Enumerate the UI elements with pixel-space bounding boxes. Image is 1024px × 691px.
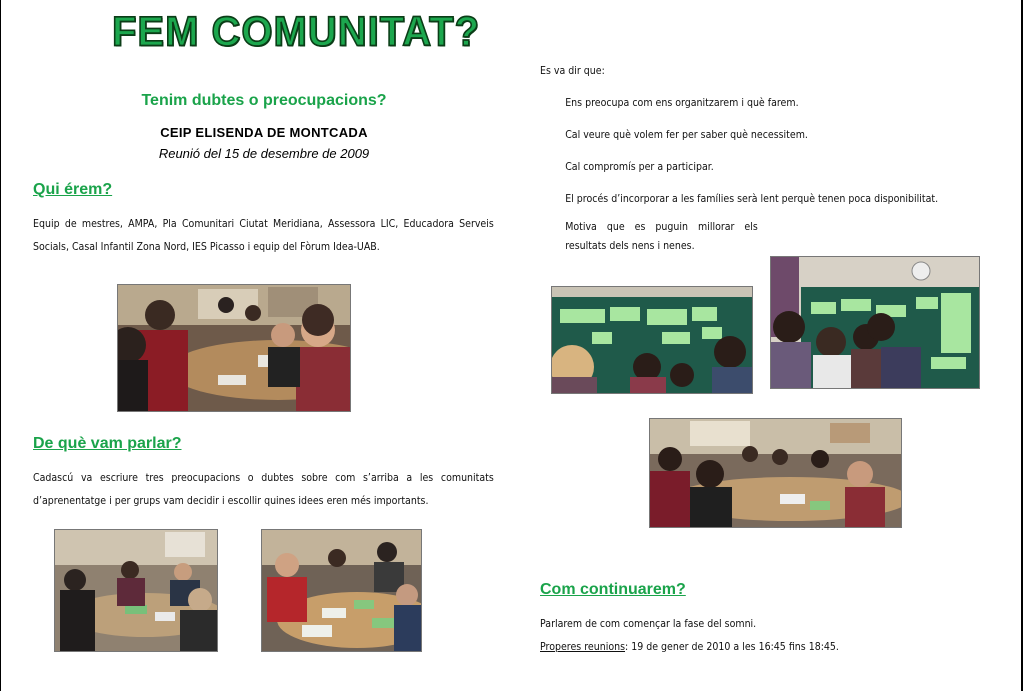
- meeting-photo-1: [117, 284, 351, 412]
- meeting-date: [0, 146, 528, 161]
- section-who-heading: Qui érem?: [33, 181, 113, 198]
- group-photo-2: [261, 529, 422, 652]
- concern-item: Cal compromís per a participar.: [565, 161, 714, 173]
- section-what-line-2: d’aprenentatge i per grups vam decidir i escollir quines idees eren més importants.: [33, 495, 429, 507]
- section-what-text: [33, 467, 494, 513]
- board-photo-1: [551, 286, 753, 394]
- right-text-block: [540, 60, 972, 258]
- next-meetings-label: Properes reunions: [540, 641, 626, 653]
- section-next-line-1: Parlarem de com començar la fase del somni.: [540, 618, 757, 630]
- intro-line: Es va dir que:: [540, 65, 605, 77]
- board-photo-2: [770, 256, 980, 389]
- concerns-list: [540, 92, 972, 258]
- page-right-edge: [1021, 0, 1023, 691]
- concern-item-last-line-2: resultats dels nens i nenes.: [565, 240, 695, 252]
- section-what-line-1: Cadascú va escriure tres preocupacions o dubtes sobre com s’arriba a les comunitats: [33, 472, 494, 484]
- concern-item-last-line-1: Motiva que es puguin millorar els: [565, 221, 758, 233]
- section-next-line-2: [540, 636, 972, 659]
- concern-item: Ens preocupa com ens organitzarem i què farem.: [565, 97, 799, 109]
- section-who-line-1: Equip de mestres, AMPA, Pla Comunitari Ciutat Meridiana, Assessora LIC, Educadora Serveis: [33, 218, 494, 230]
- section-next-text: [540, 613, 972, 659]
- section-who-text: [33, 213, 494, 259]
- meeting-photo-2: [649, 418, 902, 528]
- section-who-line-2: Socials, Casal Infantil Zona Nord, IES Picasso i equip del Fòrum Idea-UAB.: [33, 241, 380, 253]
- main-title: FEM COMUNITAT?: [112, 8, 481, 56]
- section-next-heading: Com continuarem?: [540, 581, 686, 598]
- section-what-heading: De què vam parlar?: [33, 435, 182, 452]
- subtitle: Tenim dubtes o preocupacions?: [141, 92, 387, 109]
- concern-item: El procés d’incorporar a les famílies serà lent perquè tenen poca disponibilitat.: [565, 193, 939, 205]
- meeting-date-text: Reunió del 15 de desembre de 2009: [158, 146, 370, 161]
- next-meetings-text: : 19 de gener de 2010 a les 16:45 fins 18:45.: [625, 641, 839, 653]
- concern-item: Cal veure què volem fer per saber què necessitem.: [565, 129, 808, 141]
- school-name: CEIP ELISENDA DE MONTCADA: [160, 125, 368, 140]
- group-photo-1: [54, 529, 218, 652]
